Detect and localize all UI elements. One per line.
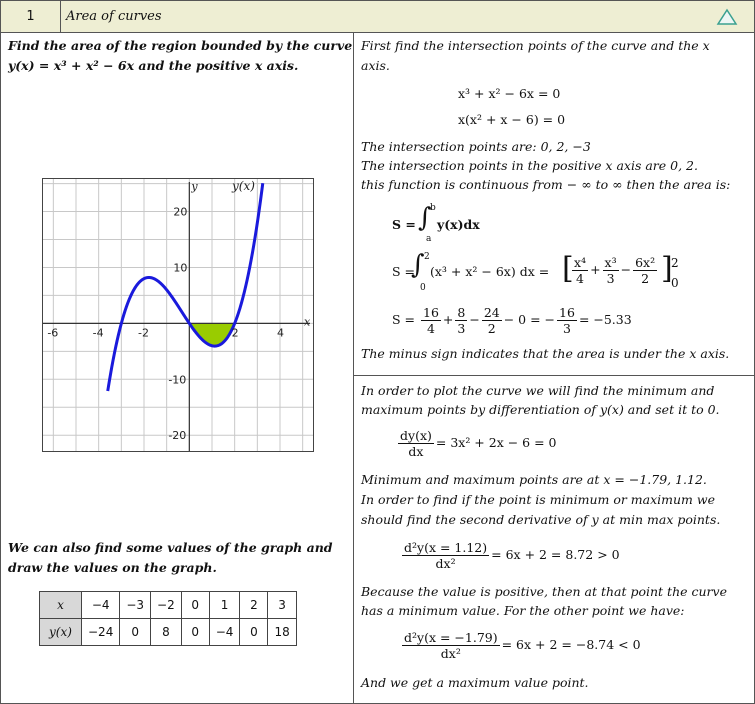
equation-line2-integrand: (x³ + x² − 6x) dx =	[430, 264, 550, 279]
table-cell: −2	[151, 592, 182, 619]
table-cell: x	[40, 592, 82, 619]
y-tick-label: -20	[168, 429, 187, 443]
second-deriv-line2: should find the second derivative of y at min max points.	[361, 512, 721, 527]
table-cell: −24	[82, 619, 120, 646]
table-cell: 0	[181, 619, 209, 646]
y-tick-label: -10	[168, 373, 187, 387]
table-cell: −4	[82, 592, 120, 619]
y-tick-label: 10	[173, 261, 188, 275]
table-cell: −3	[120, 592, 151, 619]
because-line2: has a minimum value. For the other point we have:	[361, 603, 685, 618]
fraction: $\frac{24}{2}$	[483, 305, 500, 336]
fraction: $\frac{\text{x³}}{3}$	[604, 255, 617, 286]
section-title: Area of curves	[66, 9, 162, 24]
problem-statement-line1: Find the area of the region bounded by the curve	[8, 38, 353, 53]
values-text-line1: We can also find some values of the graph and	[8, 540, 333, 555]
conclusion: And we get a maximum value point.	[361, 675, 589, 690]
fraction: $\frac{16}{3}$	[559, 305, 575, 336]
equation-2: x(x² + x − 6) = 0	[458, 112, 566, 127]
intro-line1: First find the intersection points of the curve and the x	[361, 38, 710, 53]
second-derivative-a: $\frac{\text{d²y(x = 1.12)}}{\text{dx²}}$ = 6x + 2 = 8.72 > 0	[404, 540, 620, 571]
triangle-up-icon[interactable]	[716, 8, 738, 26]
table-cell: 3	[268, 592, 296, 619]
equation-line2-left: S =	[392, 264, 416, 279]
values-text-line2: draw the values on the graph.	[8, 560, 217, 575]
fraction: $\frac{16}{4}$	[423, 305, 439, 336]
second-derivative-b: $\frac{\text{d²y(x = −1.79)}}{\text{dx²}}$ = 6x + 2 = −8.74 < 0	[404, 630, 641, 661]
values-table	[39, 591, 297, 646]
x-tick-label: 2	[231, 326, 239, 340]
table-cell: 0	[120, 619, 151, 646]
table-cell: 8	[151, 619, 182, 646]
table-row	[40, 592, 297, 619]
equation-1: x³ + x² − 6x = 0	[458, 86, 561, 101]
table-cell: 1	[209, 592, 240, 619]
table-cell: 0	[181, 592, 209, 619]
column-divider	[353, 33, 354, 703]
section-number: 1	[1, 1, 61, 32]
x-tick-label: 4	[277, 326, 284, 340]
graph-border	[43, 179, 314, 452]
intro-line2: axis.	[361, 58, 390, 73]
continuity-text: this function is continuous from − ∞ to ∞ then the area is:	[361, 177, 731, 192]
table-cell: 2	[240, 592, 268, 619]
table-cell: 0	[240, 619, 268, 646]
fraction: $\frac{8}{3}$	[457, 305, 466, 336]
table-row	[40, 619, 297, 646]
bracket-left-icon: [	[562, 251, 574, 286]
bracket-right-icon: ]	[661, 251, 673, 286]
equation-line3: S = $\frac{16}{4}$ + $\frac{8}{3}$ − $\frac{24}{2}$ − 0 = − $\frac{16}{3}$ = −5.33	[392, 305, 632, 336]
minmax-points: Minimum and maximum points are at x = −1.79, 1.12.	[361, 472, 707, 487]
positive-intersection: The intersection points in the positive x axis are 0, 2.	[361, 158, 698, 173]
integral-sign-2-icon: ∫	[411, 250, 425, 280]
eval-upper: 2	[671, 256, 679, 270]
bracket-content: $\frac{\text{x⁴}}{4}$ + $\frac{\text{x³}}{3}$ − $\frac{\text{6x²}}{2}$	[574, 255, 656, 286]
integral-sign-icon: ∫	[418, 203, 432, 233]
x-tick-label: -4	[92, 326, 104, 340]
y-tick-label: 20	[173, 205, 188, 219]
curve-label: y(x)	[232, 179, 255, 193]
plot-line1: In order to plot the curve we will find the minimum and	[361, 383, 715, 398]
fraction: $\frac{\text{x⁴}}{4}$	[574, 255, 587, 286]
section-header	[0, 0, 755, 33]
x-tick-label: -6	[47, 326, 59, 340]
fraction: $\frac{\text{d²y(x = 1.12)}}{\text{dx²}}$	[404, 540, 488, 571]
table-cell: 18	[268, 619, 296, 646]
x-tick-label: -2	[138, 326, 149, 340]
intersection-points: The intersection points are: 0, 2, −3	[361, 139, 591, 154]
integral2-lower: 0	[420, 283, 426, 293]
problem-statement-line2: y(x) = x³ + x² − 6x and the positive x axis.	[8, 58, 299, 73]
row-divider	[354, 375, 755, 376]
integral-lower-limit: a	[426, 234, 432, 244]
eval-lower: 0	[671, 276, 679, 290]
because-line1: Because the value is positive, then at that point the curve	[361, 584, 727, 599]
minus-sign-note: The minus sign indicates that the area is under the x axis.	[361, 346, 730, 361]
y-axis-label: y	[191, 180, 198, 193]
fraction: $\frac{dy(x)}{dx}$	[400, 428, 432, 459]
derivative-equation: $\frac{dy(x)}{dx}$ = 3x² + 2x − 6 = 0	[400, 428, 557, 459]
fraction: $\frac{\text{6x²}}{2}$	[635, 255, 656, 286]
function-graph	[42, 178, 314, 452]
integral-upper-limit: b	[430, 203, 436, 213]
area-label: S =	[392, 217, 416, 232]
table-cell: y(x)	[40, 619, 82, 646]
fraction: $\frac{\text{d²y(x = −1.79)}}{\text{dx²}}$	[404, 630, 498, 661]
second-deriv-line1: In order to find if the point is minimum or maximum we	[361, 492, 715, 507]
integral2-upper: 2	[424, 252, 430, 262]
table-cell: −4	[209, 619, 240, 646]
plot-line2: maximum points by differentiation of y(x) and set it to 0.	[361, 402, 720, 417]
x-axis-label: x	[304, 315, 311, 329]
area-integrand: y(x)dx	[437, 217, 480, 232]
